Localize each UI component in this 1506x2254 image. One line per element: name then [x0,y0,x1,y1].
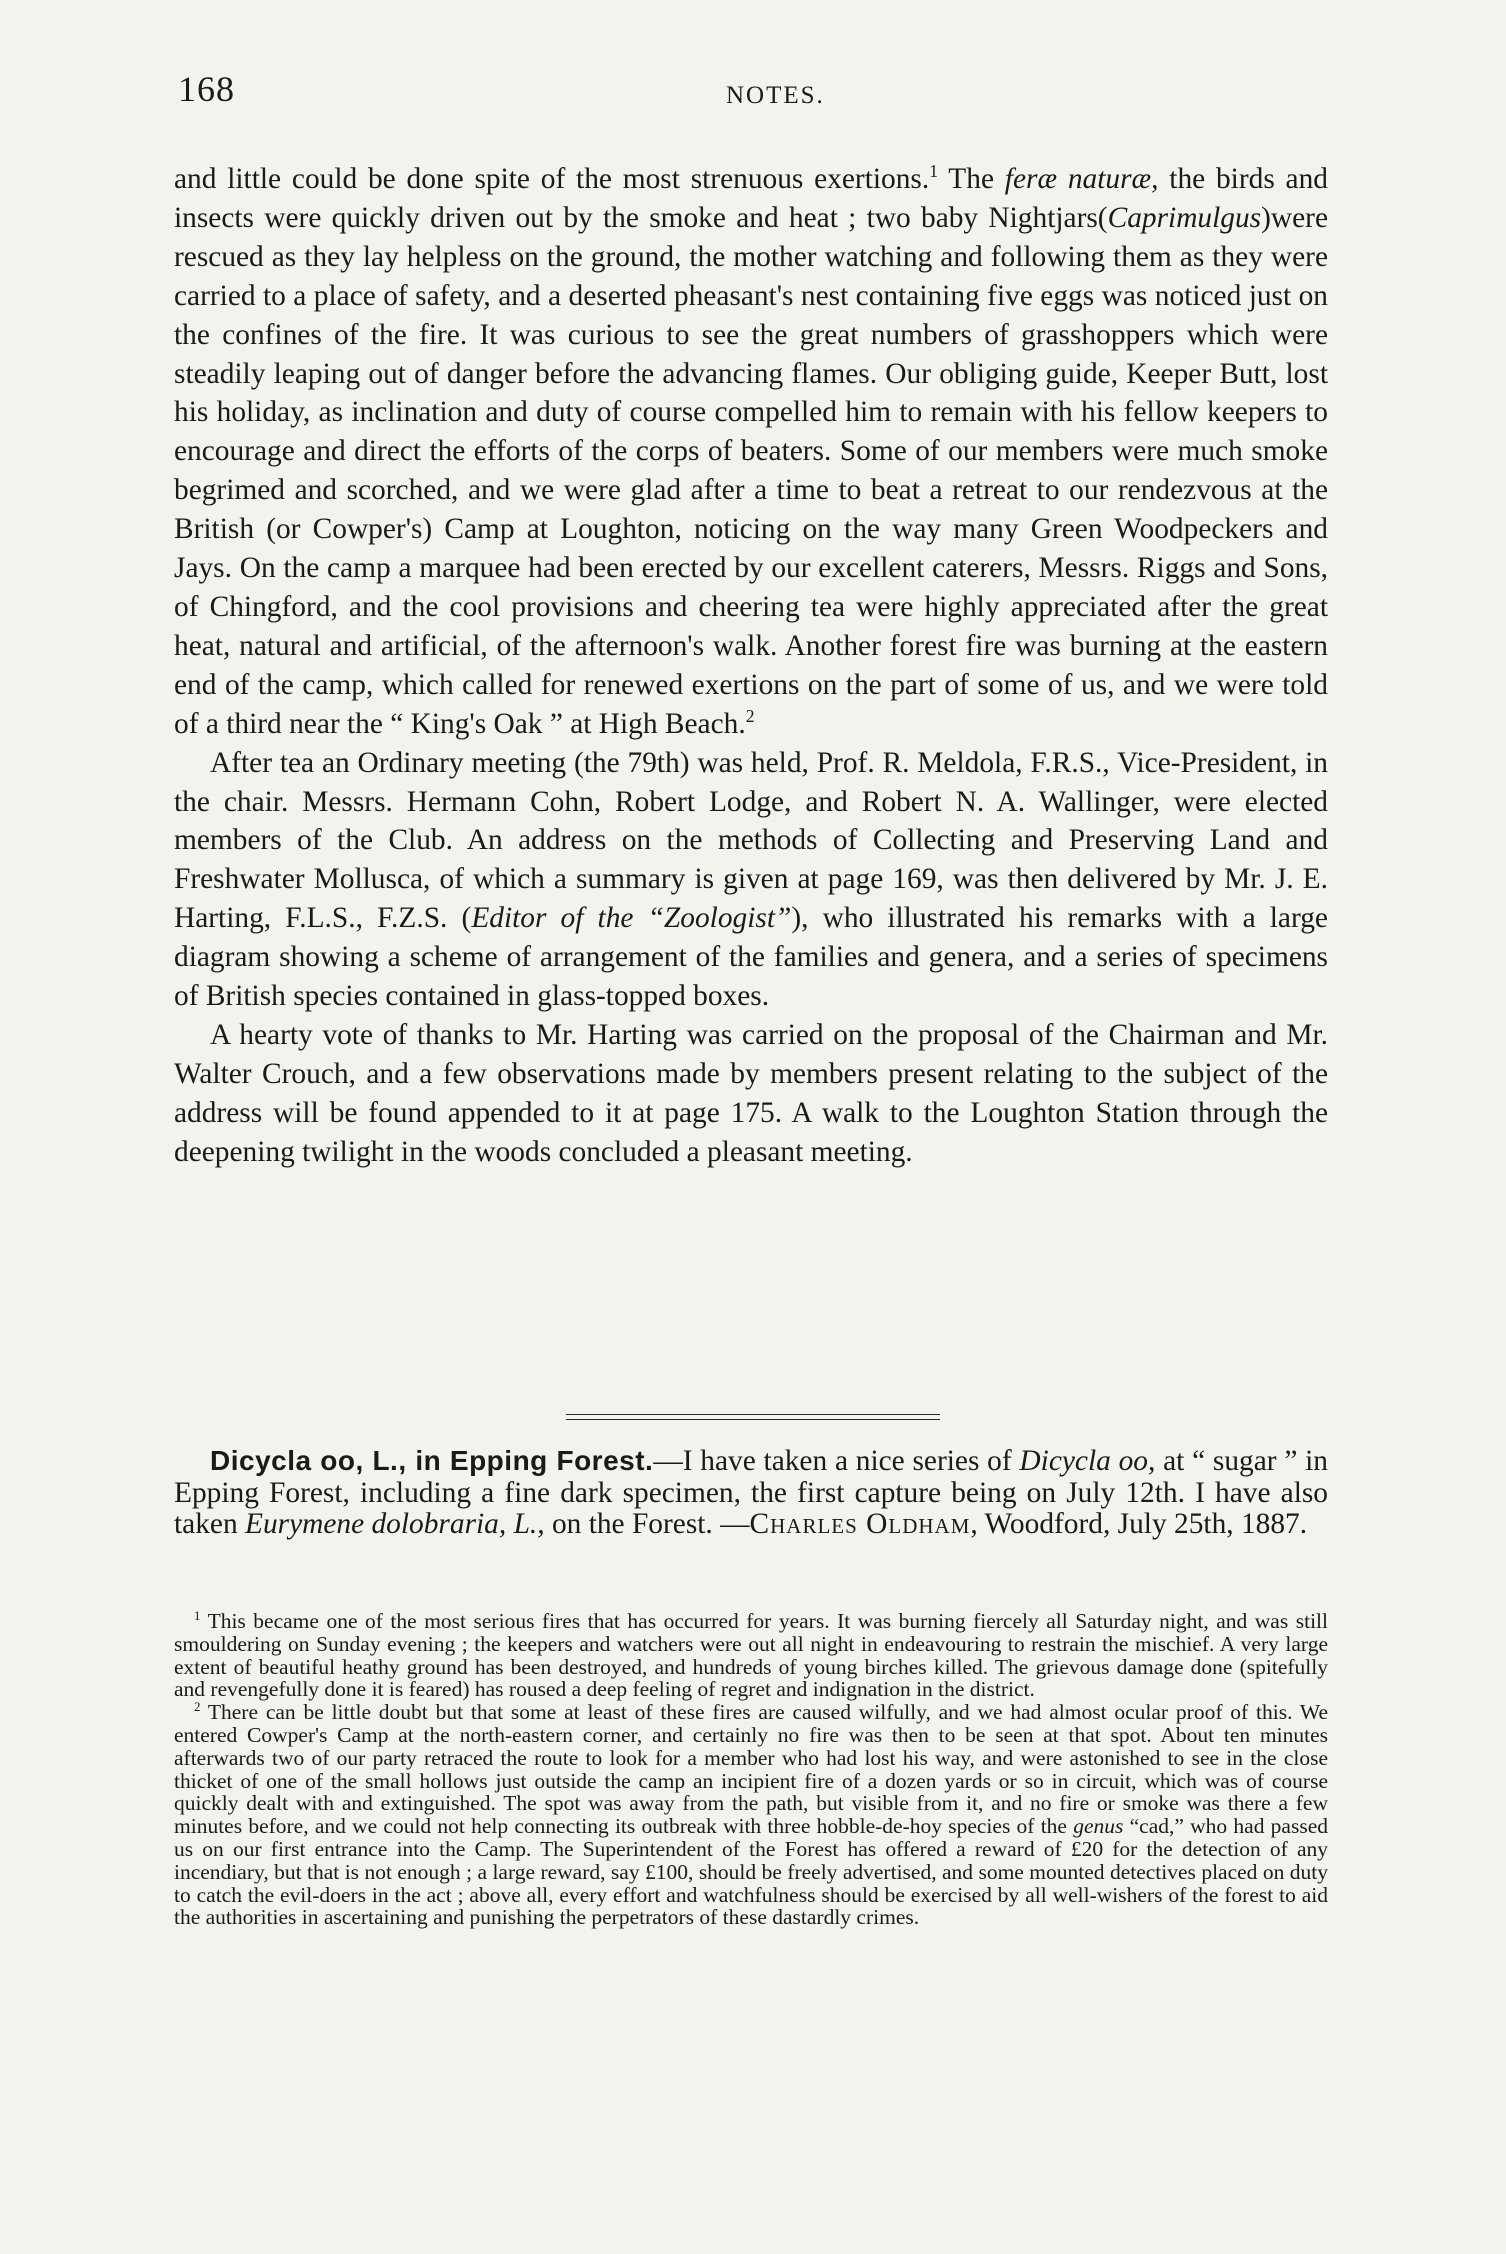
page-header [178,68,1328,128]
footnote-text: There can be little doubt but that some at least of these fires are caused wilfully, and we had almost ocular proof of this. We entered Cowper's Camp at the north-eastern corner, and certainly no fire was then to be seen at that spot. About ten minutes afterwards two of our party retraced the route to look for a member who had lost his way, and were astonished to see in the close thicket of one of the small hollows just outside the camp an incipient fire of a dozen yards or so in circuit, which was of course quickly dealt with and extinguished. The spot was away from the path, but visible from it, and no fire or smoke was there a few minutes before, and we could not help connecting its outbreak with three hobble-de-hoy species of the [174,1700,1328,1839]
footnote-1 [174,1610,1328,1701]
footnote-text: This became one of the most serious fires that has occurred for years. It was burning fiercely all Saturday night, and was still smouldering on Sunday evening ; the keepers and watchers were out all night in endeavouring to restrain the mischief. A very large extent of beautiful heathy ground has been destroyed, and hundreds of young birches killed. The grievous damage done (spitefully and revengefully done it is feared) has roused a deep feeling of regret and indignation in the district. [174,1609,1328,1702]
paragraph-text: )were rescued as they lay helpless on the ground, the mother watching and following them as they were carried to a place of safety, and a deserted pheasant's nest containing five eggs was noticed just on the confines of the fire. It was curious to see the great numbers of grasshoppers which were steadily leaping out of danger before the advancing flames. Our obliging guide, Keeper Butt, lost his holiday, as inclination and duty of course compelled him to remain with his fellow keepers to encourage and direct the efforts of the corps of beaters. Some of our members were much smoke begrimed and scorched, and we were glad after a time to beat a retreat to our rendezvous at the British (or Cowper's) Camp at Loughton, noticing on the way many Green Woodpeckers and Jays. On the camp a marquee had been erected by our excellent caterers, Messrs. Riggs and Sons, of Chingford, and the cool provisions and cheering tea were highly appreciated after the great heat, natural and artificial, of the afternoon's walk. Another forest fire was burning at the eastern end of the camp, which called for renewed exertions on the part of some of us, and we were told of a third near the “ King's Oak ” at High Beach. [174,201,1328,740]
note-heading: Dicycla oo, L., in Epping Forest. [210,1445,654,1476]
section-divider [566,1414,940,1420]
italic-editor-title: Editor of the “Zoologist” [471,902,792,935]
note-text: at “ sugar ” in Epping Forest, including a fine dark specimen, the first capture being on July 12th. I have also taken [174,1445,1328,1540]
running-head: NOTES. [726,82,825,109]
paragraph-text: and little could be done spite of the most strenuous exertions. [174,163,930,195]
paragraph-text: The [938,163,1005,195]
page-number: 168 [178,69,235,109]
note-paragraph [174,1445,1328,1541]
note-text: on the Forest. — [544,1508,750,1540]
footnote-2 [174,1701,1328,1929]
footnote-marker: 2 [194,1700,201,1715]
italic-species-name: Eurymene dolobraria, L., [245,1508,545,1540]
note-text: —I have taken a nice series of [653,1445,1020,1477]
footnote-marker: 1 [194,1608,201,1623]
italic-species-name: Caprimulgus [1107,201,1262,234]
footnote-ref-2: 2 [745,705,755,726]
footnotes [174,1610,1328,1929]
paragraph-vote-of-thanks: A hearty vote of thanks to Mr. Harting was carried on the proposal of the Chairman and Mr. Walter Crouch, and a few observations made by members present relating to the subject of the address will be found appended to it at page 175. A walk to the Loughton Station through the deepening twilight in the woods concluded a pleasant meeting. [174,1018,1328,1168]
paragraph-meeting [174,744,1328,1016]
paragraph-text: After tea an Ordinary meeting (the 79th) was held, Prof. R. Meldola, F.R.S., Vice-President, in the chair. Messrs. Hermann Cohn, Robert Lodge, and Robert N. A. Wallinger, were elected members of the Club. An address on the methods of Collecting and Preserving Land and Freshwater Mollusca, of which a summary is given at page 169, was then delivered by Mr. J. E. Harting, F.L.S., F.Z.S. ( [174,746,1328,935]
footnote-text: “cad,” who had passed us on our first entrance into the Camp. The Superintendent of the Forest has offered a reward of £20 for the detection of any incendiary, but that is not enough ; a large reward, say £100, should be freely advertised, and some mounted detectives placed on duty to catch the evil-doers in the act ; above all, every effort and watchfulness should be exercised by all well-wishers of the forest to aid the authorities in ascertaining and punishing the perpetrators of these dastardly crimes. [174,1814,1329,1930]
italic-word: genus [1073,1814,1124,1839]
note-text: , Woodford, July 25th, 1887. [970,1508,1308,1540]
paragraph-text: the birds and insects were quickly driven out by the smoke and heat ; two baby Nightjars( [174,163,1328,234]
note-author: Charles Oldham [749,1508,971,1540]
dicycla-note [174,1445,1328,1541]
main-text [174,160,1328,1172]
paragraph-text: ), who illustrated his remarks with a large diagram showing a scheme of arrangement of the families and genera, and a series of specimens of British species contained in glass-topped boxes. [174,902,1328,1013]
italic-species-name: Dicycla oo, [1019,1445,1156,1477]
italic-latin-phrase: feræ naturæ, [1004,163,1159,195]
paragraph-fire-report [174,160,1328,744]
footnote-ref-1: 1 [929,161,939,182]
